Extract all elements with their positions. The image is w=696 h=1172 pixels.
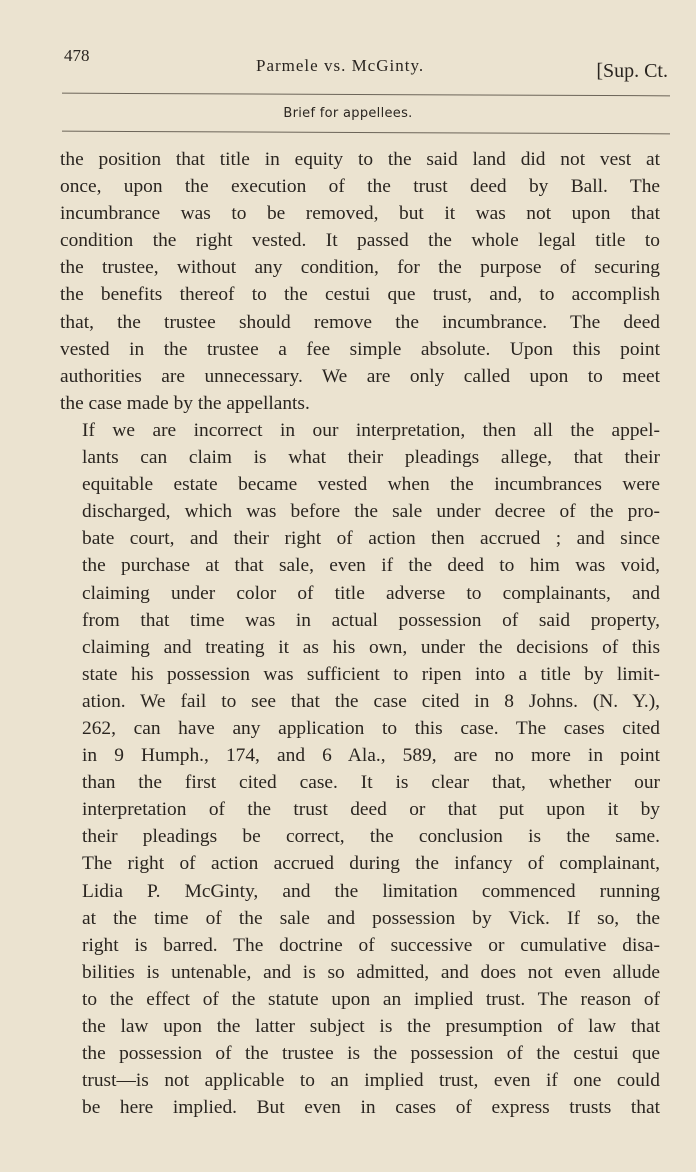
text-line: vested in the trustee a fee simple absolute. Upon this point [60, 338, 660, 360]
text-line: from that time was in actual possession of said property, [82, 609, 660, 631]
text-line: trust—is not applicable to an implied trust, even if one could [82, 1070, 660, 1092]
text-line: than the first cited case. It is clear that, whether our [82, 772, 660, 794]
text-line: at the time of the sale and possession by Vick. If so, the [82, 907, 660, 929]
text-line: The right of action accrued during the infancy of complainant, [82, 853, 660, 875]
body-text [60, 146, 660, 1121]
text-line: interpretation of the trust deed or that put upon it by [82, 799, 660, 821]
subheading-rule [62, 131, 670, 135]
text-line: ation. We fail to see that the case cited in 8 Johns. (N. Y.), [82, 690, 660, 712]
text-line: the benefits thereof to the cestui que trust, and, to accomplish [60, 284, 660, 306]
text-line: the case made by the appellants. [60, 392, 310, 414]
text-line: lants can claim is what their pleadings allege, that their [82, 447, 660, 469]
text-line: once, upon the execution of the trust deed by Ball. The [60, 176, 660, 198]
case-title: Parmele vs. McGinty. [256, 56, 425, 75]
paragraph-2 [60, 417, 660, 1121]
text-line: condition the right vested. It passed the whole legal title to [60, 230, 660, 252]
text-line: the possession of the trustee is the possession of the cestui que [82, 1043, 660, 1065]
text-line: 262, can have any application to this case. The cases cited [82, 717, 660, 739]
text-line: the purchase at that sale, even if the deed to him was void, [82, 555, 660, 577]
text-line: in 9 Humph., 174, and 6 Ala., 589, are no more in point [82, 745, 660, 767]
text-line: If we are incorrect in our interpretation, then all the appel- [82, 419, 660, 441]
text-line: bate court, and their right of action then accrued ; and since [82, 528, 660, 550]
text-line: discharged, which was before the sale under decree of the pro- [82, 501, 660, 523]
section-subheading: Brief for appellees. [283, 106, 413, 121]
text-line: bilities is untenable, and is so admitted, and does not even allude [82, 961, 660, 983]
text-line: the law upon the latter subject is the presumption of law that [82, 1016, 660, 1037]
text-line: to the effect of the statute upon an implied trust. The reason of [82, 988, 660, 1010]
running-head [64, 46, 668, 80]
text-line: state his possession was sufficient to ripen into a title by limit- [82, 663, 660, 685]
text-line: their pleadings be correct, the conclusion is the same. [82, 826, 660, 848]
text-line: be here implied. But even in cases of express trusts that [82, 1097, 660, 1119]
text-line: claiming under color of title adverse to complainants, and [82, 582, 660, 604]
page-number: 478 [64, 46, 90, 65]
text-line: incumbrance was to be removed, but it was not upon that [60, 203, 660, 225]
text-line: the position that title in equity to the said land did not vest at [60, 149, 660, 170]
text-line: right is barred. The doctrine of successive or cumulative disa- [82, 934, 660, 956]
text-line: claiming and treating it as his own, under the decisions of this [82, 636, 660, 658]
text-line: authorities are unnecessary. We are only called upon to meet [60, 365, 660, 387]
text-line: Lidia P. McGinty, and the limitation commenced running [82, 880, 660, 902]
header-rule [62, 93, 670, 97]
text-line: equitable estate became vested when the incumbrances were [82, 474, 660, 496]
paragraph-1 [60, 146, 660, 417]
text-line: that, the trustee should remove the incumbrance. The deed [60, 311, 660, 333]
court-label: [Sup. Ct. [596, 60, 668, 82]
text-line: the trustee, without any condition, for the purpose of securing [60, 257, 660, 279]
